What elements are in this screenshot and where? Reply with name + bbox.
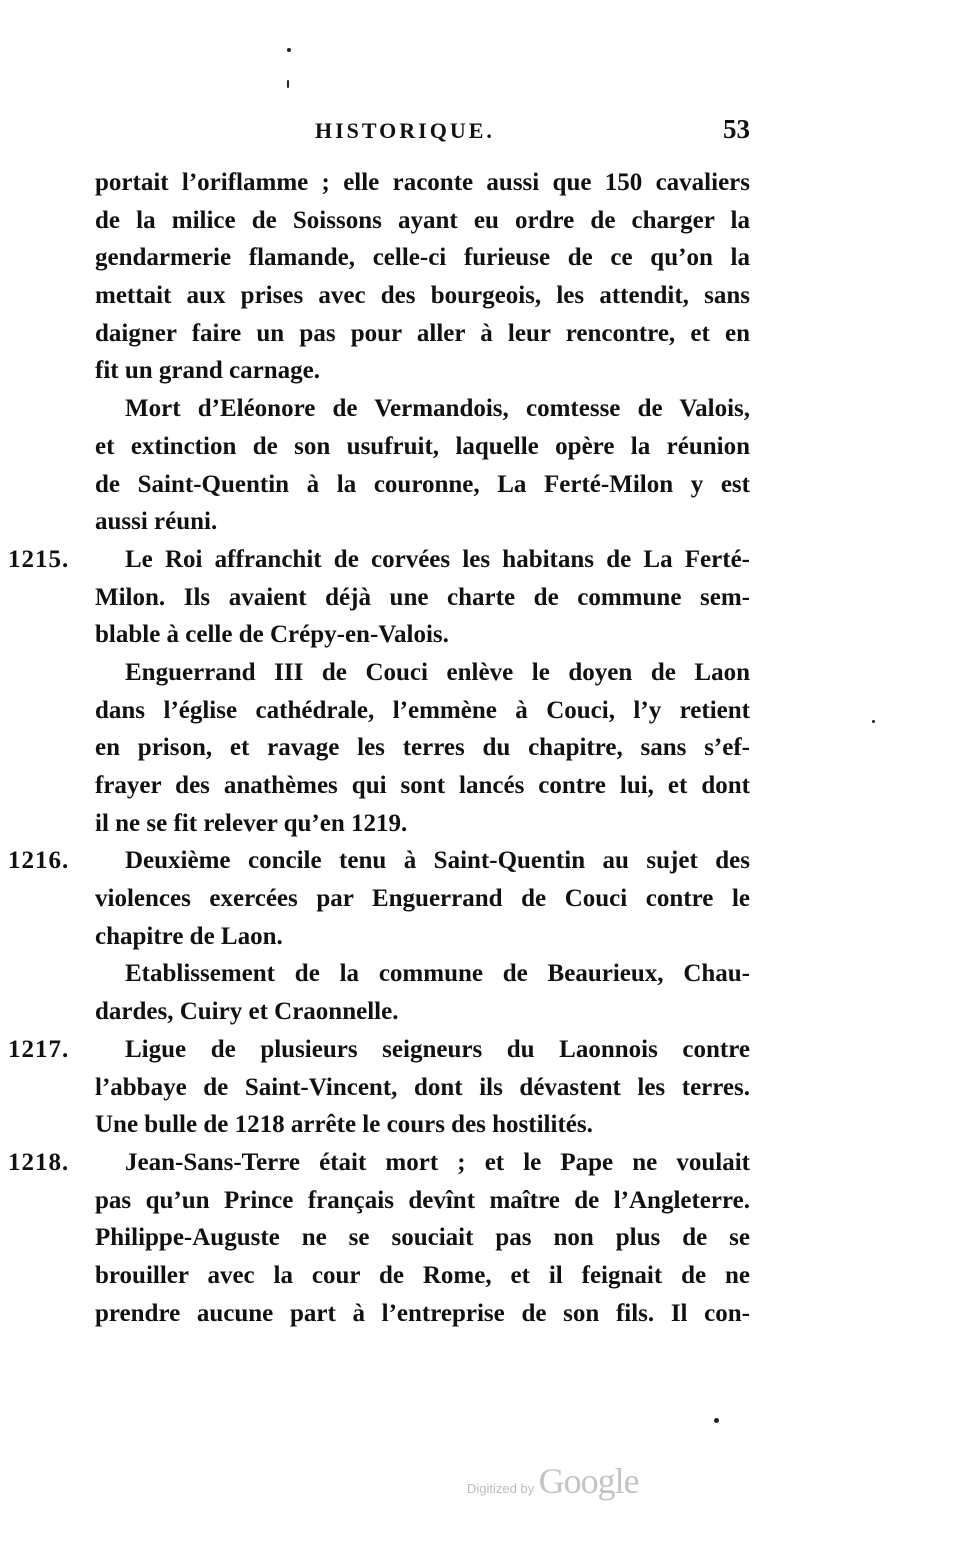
text-line (8, 541, 750, 579)
ink-speck (287, 48, 291, 52)
text-line-content: et extinction de son usufruit, laquelle opère la réunion (95, 432, 750, 460)
margin-year: 1216. (8, 847, 70, 875)
margin-year: 1218. (8, 1148, 70, 1176)
text-line-content: Ligue de plusieurs seigneurs du Laonnois contre (125, 1035, 750, 1063)
text-line (95, 315, 750, 353)
ink-speck (714, 1418, 719, 1423)
text-line-content: fit un grand carnage. (95, 357, 320, 385)
text-line (95, 579, 750, 617)
text-line-content: mettait aux prises avec des bourgeois, les attendit, sans (95, 282, 750, 310)
text-line (95, 729, 750, 767)
running-head: HISTORIQUE. (315, 118, 495, 143)
text-line (95, 352, 750, 390)
text-line (95, 993, 750, 1031)
ink-speck (872, 720, 875, 723)
text-line (95, 1106, 750, 1144)
text-line-content: de Saint-Quentin à la couronne, La Ferté-Milon y est (95, 470, 750, 498)
text-line-content: frayer des anathèmes qui sont lancés contre lui, et dont (95, 772, 750, 799)
page-number: 53 (723, 114, 750, 144)
text-line-content: dans l’église cathédrale, l’emmène à Couci, l’y retient (95, 696, 750, 724)
text-line (8, 1031, 750, 1069)
text-line (95, 880, 750, 918)
text-line-content: prendre aucune part à l’entreprise de son fils. Il con- (95, 1299, 750, 1327)
text-line (95, 955, 750, 993)
text-line-content: Le Roi affranchit de corvées les habitans de La Ferté- (125, 545, 750, 573)
ink-speck (287, 80, 289, 88)
text-line-content: Une bulle de 1218 arrête le cours des hostilités. (95, 1111, 593, 1139)
text-line-content: chapitre de Laon. (95, 922, 283, 950)
page-header (95, 114, 750, 152)
text-line-content: il ne se fit relever qu’en 1219. (95, 809, 408, 837)
text-line-content: dardes, Cuiry et Craonnelle. (95, 998, 399, 1026)
text-body (8, 164, 750, 1332)
google-logo: Google (538, 1461, 639, 1501)
text-line-content: Deuxième concile tenu à Saint-Quentin au sujet des (125, 847, 750, 875)
text-line-content: Jean-Sans-Terre était mort ; et le Pape ne voulait (125, 1148, 750, 1176)
text-line-content: pas qu’un Prince français devînt maître de l’Angleterre. (95, 1186, 750, 1214)
text-line (8, 842, 750, 880)
text-line-content: Philippe-Auguste ne se souciait pas non plus de se (95, 1224, 750, 1252)
text-line-content: aussi réuni. (95, 508, 218, 536)
text-line (95, 1069, 750, 1107)
text-line-content: en prison, et ravage les terres du chapitre, sans s’ef- (95, 734, 750, 762)
text-line (95, 1257, 750, 1295)
text-line-content: Milon. Ils avaient déjà une charte de commune sem- (95, 583, 750, 611)
text-line (95, 390, 750, 428)
text-line (95, 767, 750, 805)
text-line (95, 1295, 750, 1333)
text-line-content: l’abbaye de Saint-Vincent, dont ils dévastent les terres. (95, 1073, 750, 1101)
text-line (95, 805, 750, 843)
text-line-content: portait l’oriflamme ; elle raconte aussi que 150 cavaliers (95, 169, 750, 196)
watermark-prefix: Digitized by (467, 1481, 535, 1496)
text-line-content: Etablissement de la commune de Beaurieux, Chau- (125, 960, 750, 988)
margin-year: 1217. (8, 1035, 70, 1063)
text-line-content: Enguerrand III de Couci enlève le doyen de Laon (125, 658, 750, 686)
text-line (95, 918, 750, 956)
text-line (95, 1182, 750, 1220)
text-line (95, 1219, 750, 1257)
text-line-content: de la milice de Soissons ayant eu ordre de charger la (95, 206, 750, 234)
text-line (95, 164, 750, 202)
text-line (95, 239, 750, 277)
text-line-content: brouiller avec la cour de Rome, et il feignait de ne (95, 1261, 750, 1289)
text-line (95, 654, 750, 692)
text-line (8, 1144, 750, 1182)
digitized-by-google-watermark (467, 1460, 639, 1502)
text-line (95, 277, 750, 315)
text-line (95, 202, 750, 240)
text-line (95, 503, 750, 541)
text-line-content: daigner faire un pas pour aller à leur rencontre, et en (95, 319, 750, 347)
text-line-content: blable à celle de Crépy-en-Valois. (95, 621, 449, 649)
text-line-content: Mort d’Eléonore de Vermandois, comtesse de Valois, (125, 395, 750, 423)
text-line-content: gendarmerie flamande, celle-ci furieuse de ce qu’on la (95, 244, 750, 272)
text-line (95, 428, 750, 466)
margin-year: 1215. (8, 545, 70, 573)
text-line (95, 692, 750, 730)
text-line (95, 466, 750, 504)
text-line (95, 616, 750, 654)
text-line-content: violences exercées par Enguerrand de Couci contre le (95, 885, 750, 913)
